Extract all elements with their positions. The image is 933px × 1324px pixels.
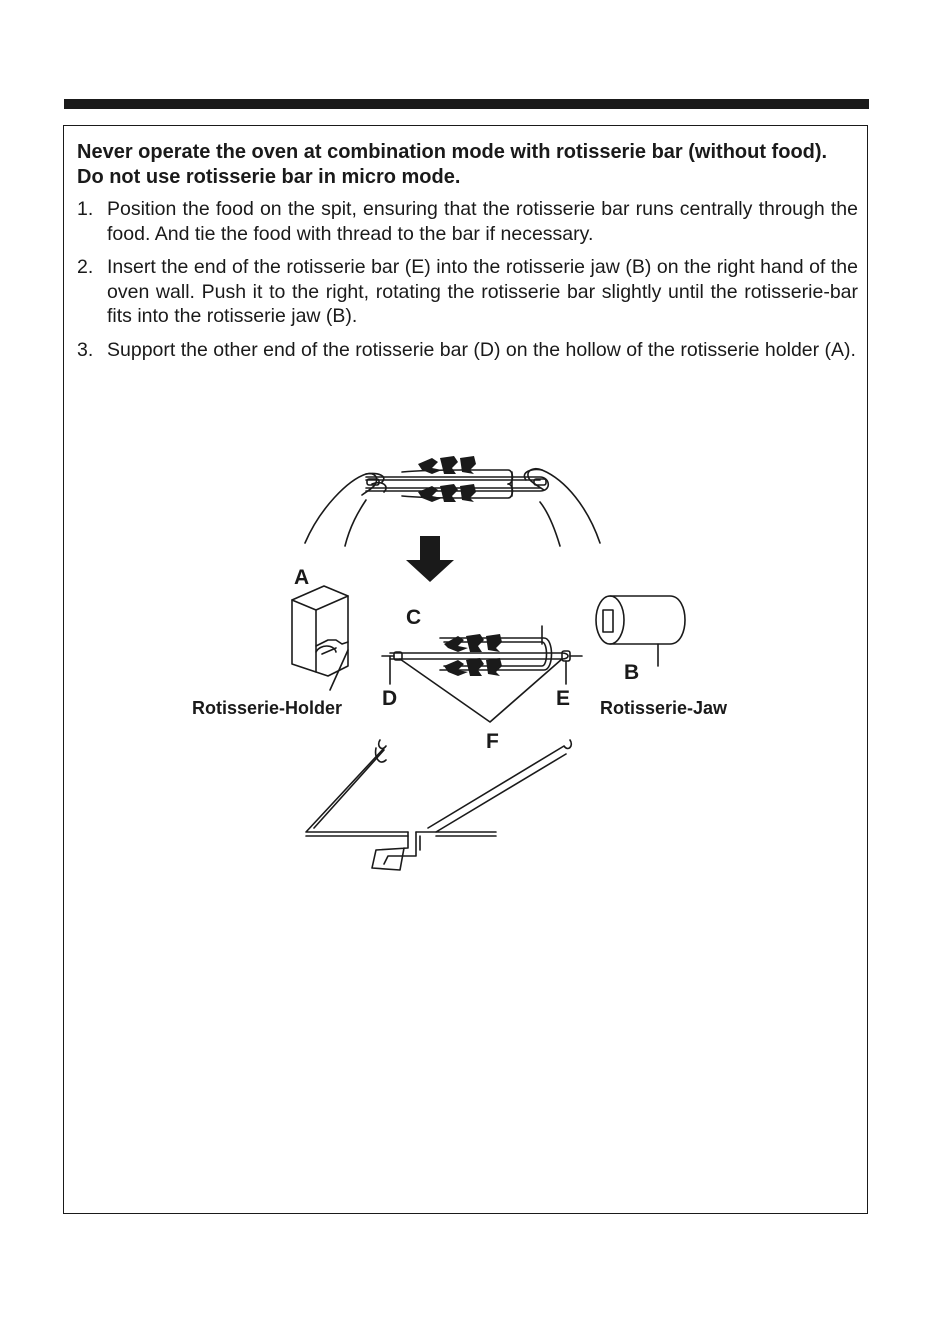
list-item (77, 338, 858, 363)
label-e: E (556, 687, 571, 710)
label-rotisserie-jaw: Rotisserie-Jaw (600, 698, 728, 718)
hands-with-spit-icon (305, 469, 600, 546)
step-text: Position the food on the spit, ensuring that the rotisserie bar runs centrally through the food. And tie the food with thread to the bar if necessary. (107, 198, 858, 245)
rotisserie-jaw-icon (596, 596, 685, 666)
list-item (77, 197, 858, 246)
label-rotisserie-holder: Rotisserie-Holder (192, 698, 343, 718)
label-d: D (382, 687, 398, 710)
step-text: Insert the end of the rotisserie bar (E) into the rotisserie jaw (B) on the right hand of the oven wall. Push it to the right, rotating the rotisserie bar slightly until the rotisserie-bar fits into the rotisserie jaw (B). (107, 256, 858, 327)
label-c: C (406, 606, 422, 629)
instruction-list (77, 197, 858, 371)
rotisserie-diagram (170, 440, 790, 890)
label-a: A (294, 566, 310, 589)
header-rule (64, 99, 869, 109)
step-text: Support the other end of the rotisserie bar (D) on the hollow of the rotisserie holder (A). (107, 338, 856, 361)
rotisserie-holder-icon (292, 586, 348, 676)
oven-rack-icon (306, 740, 571, 870)
step-number: 2. (77, 256, 94, 278)
label-b: B (624, 661, 640, 684)
rotisserie-illustration (170, 440, 790, 890)
food-pieces-icon (418, 456, 476, 502)
list-item (77, 255, 858, 329)
step-number: 3. (77, 338, 94, 361)
down-arrow-icon (406, 536, 454, 582)
leader-lines (330, 650, 566, 722)
step-number: 1. (77, 198, 94, 220)
food-pieces-icon (444, 634, 502, 676)
label-f: F (486, 730, 499, 753)
warning-text: Never operate the oven at combination mode with rotisserie bar (without food). Do not use rotisserie bar in micro mode. (77, 141, 828, 188)
